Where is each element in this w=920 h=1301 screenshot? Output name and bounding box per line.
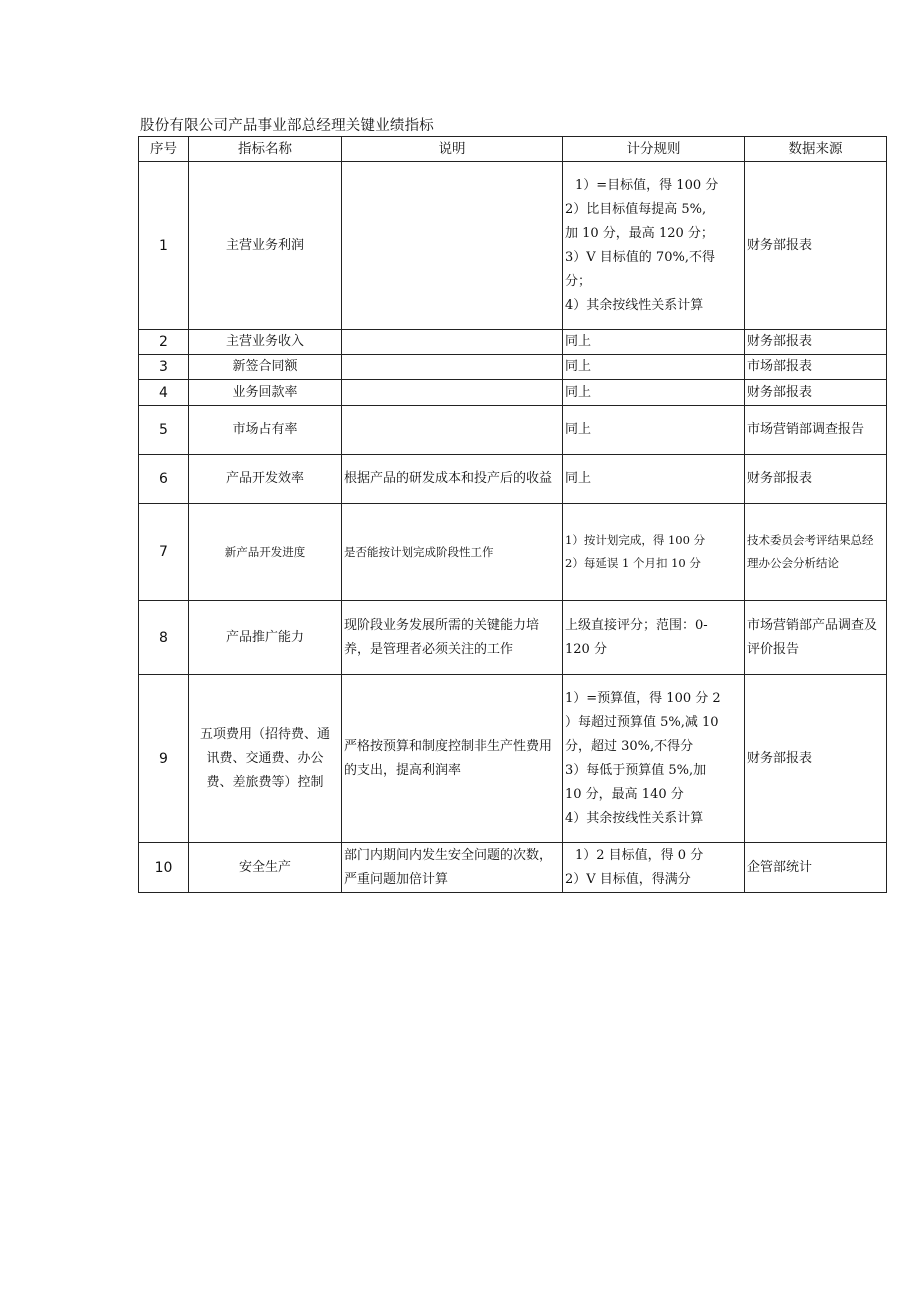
rule-line: 2）V 目标值，得满分	[565, 871, 691, 887]
data-source: 企管部统计	[745, 843, 887, 893]
row-number: 10	[139, 843, 189, 893]
indicator-description	[342, 355, 563, 380]
rule-line: 1）=目标值，得 100 分	[575, 177, 719, 193]
rule-line: 分，超过 30%,不得分	[565, 738, 694, 754]
indicator-description: 是否能按计划完成阶段性工作	[342, 504, 563, 601]
scoring-rule	[563, 162, 745, 330]
table-row	[139, 504, 887, 601]
indicator-description	[342, 162, 563, 330]
scoring-rule: 同上	[563, 406, 745, 455]
table-row	[139, 406, 887, 455]
table-row	[139, 455, 887, 504]
row-number: 9	[139, 675, 189, 843]
indicator-name: 主营业务收入	[189, 330, 342, 355]
table-row	[139, 330, 887, 355]
indicator-description: 严格按预算和制度控制非生产性费用的支出，提高利润率	[342, 675, 563, 843]
data-source: 财务部报表	[745, 330, 887, 355]
indicator-description	[342, 380, 563, 406]
scoring-rule: 同上	[563, 330, 745, 355]
rule-line: 1）按计划完成，得 100 分	[565, 533, 706, 547]
column-header-data-source: 数据来源	[745, 137, 887, 162]
rule-line: 120 分	[565, 641, 607, 657]
rule-line: 2）每延误 1 个月扣 10 分	[565, 556, 701, 570]
indicator-description: 部门内期间内发生安全问题的次数，严重问题加倍计算	[342, 843, 563, 893]
rule-line: 上级直接评分；范围：0-	[565, 617, 708, 633]
row-number: 7	[139, 504, 189, 601]
row-number: 4	[139, 380, 189, 406]
rule-line: 2）比目标值每提高 5%,	[565, 201, 707, 217]
indicator-description	[342, 406, 563, 455]
indicator-name: 新签合同额	[189, 355, 342, 380]
column-header-scoring-rule: 计分规则	[563, 137, 745, 162]
table-row	[139, 601, 887, 675]
scoring-rule: 同上	[563, 380, 745, 406]
rule-line: 10 分，最高 140 分	[565, 786, 684, 802]
rule-line: 4）其余按线性关系计算	[565, 810, 704, 826]
table-row	[139, 355, 887, 380]
data-source: 市场营销部调查报告	[745, 406, 887, 455]
table-row	[139, 843, 887, 893]
table-row	[139, 675, 887, 843]
indicator-name: 五项费用（招待费、通讯费、交通费、办公费、差旅费等）控制	[189, 675, 342, 843]
kpi-table	[138, 136, 887, 893]
rule-line: 3）V 目标值的 70%,不得	[565, 249, 715, 265]
column-header-description: 说明	[342, 137, 563, 162]
rule-line: ）每超过预算值 5%,减 10	[565, 714, 719, 730]
data-source: 财务部报表	[745, 162, 887, 330]
indicator-description: 现阶段业务发展所需的关键能力培养，是管理者必须关注的工作	[342, 601, 563, 675]
scoring-rule	[563, 601, 745, 675]
row-number: 6	[139, 455, 189, 504]
table-row	[139, 380, 887, 406]
rule-line: 1）2 目标值，得 0 分	[575, 847, 704, 863]
table-row	[139, 162, 887, 330]
row-number: 3	[139, 355, 189, 380]
indicator-name: 新产品开发进度	[189, 504, 342, 601]
rule-line: 加 10 分，最高 120 分；	[565, 225, 714, 241]
scoring-rule: 同上	[563, 455, 745, 504]
indicator-name: 产品开发效率	[189, 455, 342, 504]
indicator-name: 主营业务利润	[189, 162, 342, 330]
indicator-name: 安全生产	[189, 843, 342, 893]
rule-line: 分；	[565, 273, 592, 289]
data-source: 技术委员会考评结果总经理办公会分析结论	[745, 504, 887, 601]
data-source: 财务部报表	[745, 455, 887, 504]
scoring-rule	[563, 843, 745, 893]
column-header-no: 序号	[139, 137, 189, 162]
indicator-description	[342, 330, 563, 355]
row-number: 5	[139, 406, 189, 455]
document-title: 股份有限公司产品事业部总经理关键业绩指标	[140, 118, 434, 134]
scoring-rule	[563, 675, 745, 843]
row-number: 2	[139, 330, 189, 355]
data-source: 市场营销部产品调查及评价报告	[745, 601, 887, 675]
indicator-description: 根据产品的研发成本和投产后的收益	[342, 455, 563, 504]
data-source: 财务部报表	[745, 380, 887, 406]
table-header-row	[139, 137, 887, 162]
indicator-name: 市场占有率	[189, 406, 342, 455]
rule-line: 4）其余按线性关系计算	[565, 297, 704, 313]
row-number: 8	[139, 601, 189, 675]
rule-line: 3）每低于预算值 5%,加	[565, 762, 707, 778]
data-source: 财务部报表	[745, 675, 887, 843]
row-number: 1	[139, 162, 189, 330]
scoring-rule: 同上	[563, 355, 745, 380]
rule-line: 1）=预算值，得 100 分 2	[565, 690, 721, 706]
indicator-name: 业务回款率	[189, 380, 342, 406]
indicator-name: 产品推广能力	[189, 601, 342, 675]
column-header-name: 指标名称	[189, 137, 342, 162]
data-source: 市场部报表	[745, 355, 887, 380]
scoring-rule	[563, 504, 745, 601]
